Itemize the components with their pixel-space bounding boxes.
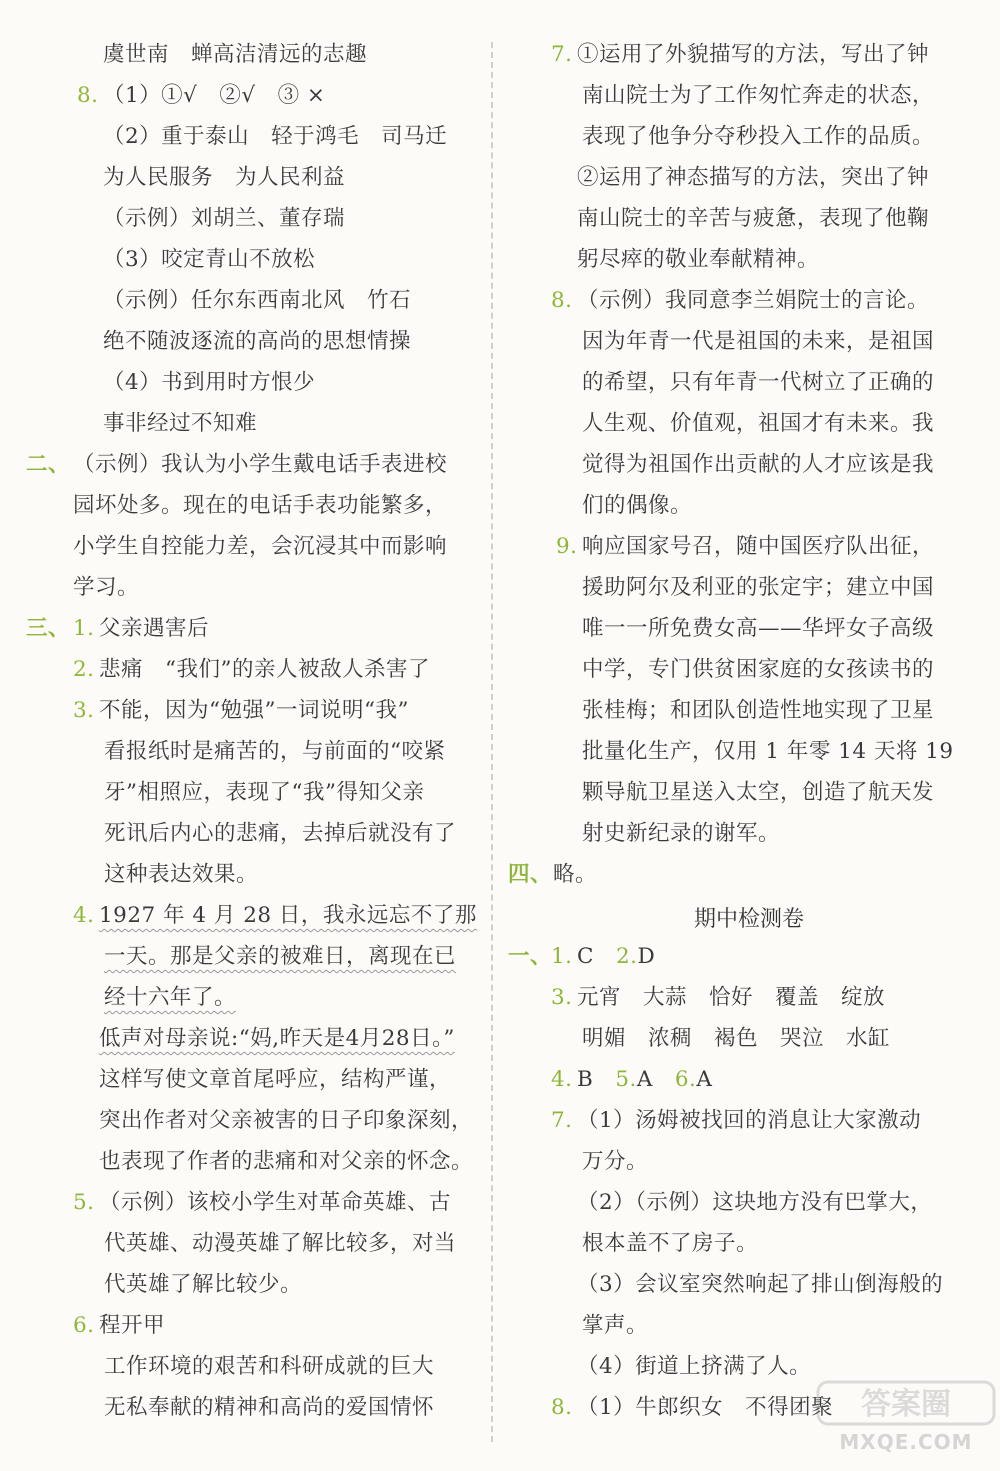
answer-segment: 为人民服务 为人民利益 [103,165,346,190]
answer-segment: 园坏处多。现在的电话手表功能繁多， [73,493,448,518]
answer-text [103,77,325,115]
right-column-line [498,692,1000,730]
question-number: 3. [551,985,573,1010]
answer-text [577,1348,811,1386]
section-marker: 一、 [508,944,553,969]
answer-segment: 南山院士的辛苦与疲惫，表现了他鞠 [577,206,930,231]
answer-segment: （3）会议室突然响起了排山倒海般的 [577,1272,944,1297]
left-column-line [0,733,487,771]
right-column-line [498,364,1000,402]
answer-segment: A [696,1067,713,1092]
right-column-line [498,159,1000,197]
left-column-line [0,979,487,1017]
right-column-line [498,1102,1000,1140]
section-marker: 三、 [26,616,71,641]
answer-segment: 躬尽瘁的敬业奉献精神。 [577,247,820,272]
left-column-line [0,897,487,935]
left-column-line [0,938,487,976]
answer-segment: 一天。那是父亲的被难日，离现在已 [104,944,457,969]
question-number: 1. [551,944,573,969]
right-column-line [498,1266,1000,1304]
left-column-line [0,651,487,689]
answer-segment: （示例）我认为小学生戴电话手表进校 [73,452,448,477]
section-heading: 期中检测卷 [693,907,804,932]
answer-segment: 颗导航卫星送入太空，创造了航天发 [582,780,935,805]
answer-segment: B [577,1067,616,1092]
answer-segment: 学习。 [73,575,140,600]
right-column-line [498,241,1000,279]
answer-segment: 批量化生产，仅用 1 年零 14 天将 19 [582,739,954,764]
answer-text [104,733,446,771]
left-column-line [0,487,487,525]
answer-text [103,200,345,238]
answer-text [577,241,819,279]
answer-segment: 觉得为祖国作出贡献的人才应该是我 [582,452,935,477]
answer-text [104,856,258,894]
right-column-line [498,323,1000,361]
left-column-line [0,774,487,812]
section-marker: 二、 [26,452,71,477]
answer-text [577,1389,833,1427]
answer-text [577,1102,921,1140]
left-column-line [0,569,487,607]
answer-text [104,815,456,853]
answer-text [577,1061,712,1099]
answer-text [582,118,934,156]
answer-text [73,446,447,484]
answer-segment: 牙”相照应，表现了“我”得知父亲 [104,780,425,805]
answer-segment: 程开甲 [99,1313,166,1338]
answer-text [582,528,934,566]
answer-segment: （2）重于泰山 轻于鸿毛 司马迁 [103,124,448,149]
answer-text [103,118,447,156]
answer-segment: 低声对母亲说:“妈,昨天是4月28日。” [99,1026,455,1051]
answer-text [73,569,139,607]
answer-segment: 经十六年了。 [104,985,237,1010]
answer-segment: 这种表达效果。 [104,862,259,887]
answer-segment: 根本盖不了房子。 [582,1231,759,1256]
watermark-logo-icon [816,1378,996,1428]
answer-segment: 响应国家号召，随中国医疗队出征， [582,534,935,559]
answer-text [103,159,345,197]
right-column-line [498,610,1000,648]
answer-text [582,1143,648,1181]
answer-segment: （示例）任尔东西南北风 竹石 [103,288,412,313]
left-column-line [0,1102,487,1140]
answer-text [582,651,934,689]
answer-segment: 略。 [553,862,598,887]
answer-segment: 元宵 大蒜 恰好 覆盖 绽放 [577,985,886,1010]
right-column-line [498,118,1000,156]
answer-text [99,1184,451,1222]
answer-segment: 援助阿尔及利亚的张定宇；建立中国 [582,575,935,600]
answer-text [103,36,367,74]
answer-segment: 表现了他争分夺秒投入工作的品质。 [582,124,935,149]
answer-segment: 张桂梅；和团队创造性地实现了卫星 [582,698,935,723]
answer-text [582,733,954,771]
right-column-line [498,487,1000,525]
left-column-line [0,241,487,279]
right-column-line [498,77,1000,115]
question-number: 8. [551,1395,573,1420]
answer-text [104,1389,434,1427]
left-column-line [0,528,487,566]
answer-segment: 突出作者对父亲被害的日子印象深刻， [99,1108,474,1133]
question-number: 8. [77,83,99,108]
left-column-line [0,1266,487,1304]
left-column-line [0,1184,487,1222]
left-column-line [0,1307,487,1345]
answer-segment: 万分。 [582,1149,649,1174]
answer-segment: C [577,944,616,969]
question-number: 4. [73,903,95,928]
answer-segment: 虞世南 蝉高洁清远的志趣 [103,42,368,67]
answer-segment: 南山院士为了工作匆忙奔走的状态， [582,83,935,108]
right-column-line [498,1061,1000,1099]
left-column-line [0,446,487,484]
answer-segment: 射史新纪录的谢军。 [582,821,781,846]
answer-segment: 代英雄了解比较少。 [104,1272,303,1297]
answer-text [577,200,929,238]
answer-text [582,405,934,443]
answer-text [577,1266,943,1304]
right-column-line [498,1184,1000,1222]
answer-text [582,1020,890,1058]
question-number: 5. [615,1067,637,1092]
answer-text [582,364,934,402]
answer-segment: A [636,1067,675,1092]
answer-text [582,774,934,812]
answer-segment: （4）书到用时方恨少 [103,370,316,395]
left-column-line [0,36,487,74]
answer-segment: 代英雄、动漫英雄了解比较多，对当 [104,1231,457,1256]
left-column-line [0,200,487,238]
answer-segment: （示例）我同意李兰娟院士的言论。 [577,288,930,313]
answer-segment: 因为年青一代是祖国的未来，是祖国 [582,329,935,354]
answer-text [577,282,929,320]
answer-segment: 无私奉献的精神和高尚的爱国情怀 [104,1395,435,1420]
question-number: 3. [73,698,95,723]
left-column-line [0,692,487,730]
answer-text [73,528,447,566]
answer-text [99,1307,165,1345]
answer-segment: D [637,944,656,969]
answer-text [104,1225,456,1263]
answer-text [103,323,411,361]
answer-text [103,241,315,279]
answer-text [582,692,934,730]
answer-text [577,938,655,976]
left-column-line [0,405,487,443]
answer-segment: 小学生自控能力差，会沉浸其中而影响 [73,534,448,559]
right-column-line [498,569,1000,607]
column-divider [491,42,493,1442]
answer-segment: 人生观、价值观，祖国才有未来。我 [582,411,935,436]
answer-segment: 1927 年 4 月 28 日，我永远忘不了那 [99,903,477,928]
left-column-line [0,815,487,853]
right-column-line [498,1225,1000,1263]
left-column-line [0,1389,487,1427]
right-column-line [498,856,1000,894]
answer-segment: （2）（示例）这块地方没有巴掌大， [577,1190,933,1215]
answer-text [99,651,430,689]
question-number: 2. [73,657,95,682]
right-column-line [498,36,1000,74]
answer-text [577,979,885,1017]
answer-text [104,979,236,1017]
left-column-line [0,1020,487,1058]
right-column-line [498,405,1000,443]
right-column-line [498,528,1000,566]
answer-text [577,1184,932,1222]
answer-segment: （1）汤姆被找回的消息让大家激动 [577,1108,922,1133]
answer-text [582,1225,758,1263]
section-marker: 四、 [508,862,553,887]
answer-segment: 工作环境的艰苦和科研成就的巨大 [104,1354,435,1379]
answer-segment: 的希望，只有年青一代树立了正确的 [582,370,935,395]
answer-segment: 明媚 浓稠 褐色 哭泣 水缸 [582,1026,891,1051]
answer-text [99,610,209,648]
answer-segment: 唯一一所免费女高——华坪女子高级 [582,616,935,641]
answer-segment: 死讯后内心的悲痛，去掉后就没有了 [104,821,457,846]
answer-segment: （3）咬定青山不放松 [103,247,316,272]
question-number: 8. [551,288,573,313]
answer-text [104,1348,434,1386]
question-number: 9. [556,534,578,559]
left-column-line [0,610,487,648]
answer-text [582,446,934,484]
watermark-logo-text: 答案圈 [861,1387,951,1422]
answer-segment: （示例）该校小学生对革命英雄、古 [99,1190,452,1215]
left-column-line [0,1061,487,1099]
question-number: 6. [674,1067,697,1092]
left-column-line [0,1143,487,1181]
answer-segment: 不能，因为“勉强”一词说明“我” [99,698,409,723]
answer-text [582,77,934,115]
answer-text [99,1020,455,1058]
left-column-line [0,856,487,894]
question-number: 6. [73,1313,95,1338]
answer-text [103,405,257,443]
answer-text [99,1061,451,1099]
answer-segment: 掌声。 [582,1313,649,1338]
answer-segment: 悲痛 “我们”的亲人被敌人杀害了 [99,657,430,682]
answer-segment: 绝不随波逐流的高尚的思想情操 [103,329,412,354]
answer-text [73,487,447,525]
right-column-line [498,938,1000,976]
question-number: 5. [73,1190,95,1215]
answer-text [99,1102,473,1140]
answer-segment: 事非经过不知难 [103,411,258,436]
right-column-line [498,200,1000,238]
left-column-line [0,282,487,320]
answer-text [582,815,780,853]
site-watermark [816,1378,996,1464]
answer-text [582,569,934,607]
answer-segment: ①运用了外貌描写的方法，写出了钟 [577,42,930,67]
answer-text [553,856,597,894]
left-column-line [0,364,487,402]
answer-text [99,1143,473,1181]
answer-segment: （示例）刘胡兰、董存瑞 [103,206,346,231]
right-column-line [498,979,1000,1017]
answer-text [582,1307,648,1345]
left-column-line [0,1225,487,1263]
answer-text [104,938,456,976]
right-column-line [498,774,1000,812]
right-column-line [498,1307,1000,1345]
watermark-site-text: MXQE.COM [839,1430,973,1454]
answer-text [582,323,934,361]
left-column-line [0,118,487,156]
answer-text [104,774,424,812]
right-column-line [498,1020,1000,1058]
right-column-line [498,1143,1000,1181]
answer-segment: 父亲遇害后 [99,616,210,641]
answer-segment: 这样写使文章首尾呼应，结构严谨， [99,1067,452,1092]
answer-text [103,282,411,320]
left-column-line [0,323,487,361]
right-column-line [498,282,1000,320]
question-number: 7. [551,1108,573,1133]
right-column-line [498,651,1000,689]
question-number: 1. [73,616,95,641]
answer-segment: （4）街道上挤满了人。 [577,1354,812,1379]
answer-segment: 看报纸时是痛苦的，与前面的“咬紧 [104,739,446,764]
answer-segment: 也表现了作者的悲痛和对父亲的怀念。 [99,1149,474,1174]
answer-text [103,364,315,402]
answer-segment: （1）牛郎织女 不得团聚 [577,1395,834,1420]
answer-text [582,487,692,525]
answer-segment: （1）①√ ②√ ③ × [103,83,326,108]
answer-text [582,610,934,648]
left-column-line [0,77,487,115]
answer-text [99,692,409,730]
answer-segment: 们的偶像。 [582,493,693,518]
right-column-line [498,733,1000,771]
answer-segment: 中学，专门供贫困家庭的女孩读书的 [582,657,935,682]
answer-text [104,1266,302,1304]
left-column-line [0,159,487,197]
answer-text [577,36,929,74]
left-column-line [0,1348,487,1386]
right-column-line [498,446,1000,484]
right-column-line [498,815,1000,853]
answer-segment: ②运用了神态描写的方法，突出了钟 [577,165,930,190]
question-number: 2. [615,944,638,969]
question-number: 7. [551,42,573,67]
answer-text [577,159,929,197]
question-number: 4. [551,1067,573,1092]
answer-text [99,897,477,935]
